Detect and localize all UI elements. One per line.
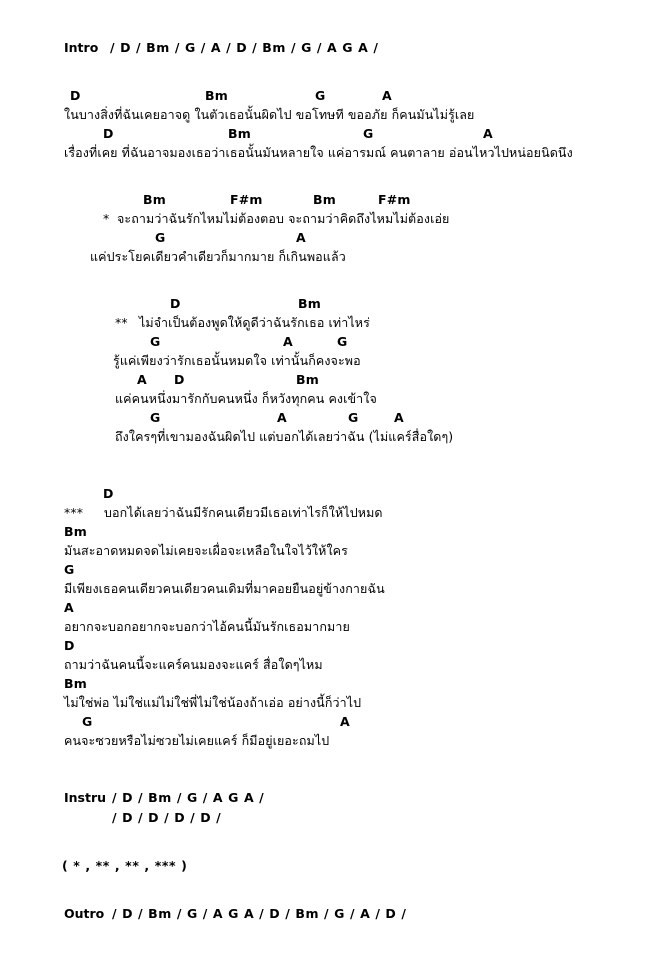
chord-bm: Bm: [64, 676, 87, 691]
spacer: [0, 750, 666, 778]
chorus1-line2-lyric: [0, 247, 666, 266]
chord-d: D: [64, 638, 75, 653]
lyric-text: ไม่จำเป็นต้องพูดให้ดูดีว่าฉันรักเธอ เท่าไหร่: [139, 315, 370, 330]
chorus3-line7-lyric: [0, 731, 666, 750]
section-marker: *: [103, 211, 110, 226]
chord-bm: Bm: [313, 192, 336, 207]
spacer: [0, 778, 666, 788]
chorus2-line3-lyric: [0, 389, 666, 408]
lyric-text: เรื่องที่เคย ที่ฉันอาจมองเธอว่าเธอนั้นมันหลายใจ แค่อารมณ์ คนตาลาย อ่อนไหวไปหน่อยนิดนึง: [64, 145, 573, 160]
intro-bars: / D / Bm / G / A / D / Bm / G / A G A /: [110, 40, 379, 55]
intro-label: Intro: [64, 40, 99, 55]
chorus2-line2-lyric: [0, 351, 666, 370]
chorus2-line2-chords: [0, 332, 666, 351]
chorus1-line1-lyric: [0, 209, 666, 228]
chord-g: G: [315, 88, 326, 103]
outro-bars: / D / Bm / G / A G A / D / Bm / G / A / D /: [112, 906, 407, 921]
chorus3-line2-chords: [0, 522, 666, 541]
chorus2-line4-chords: [0, 408, 666, 427]
chorus3-line4-lyric: [0, 617, 666, 636]
chord-fsharpm: F#m: [378, 192, 411, 207]
chorus3-line3-lyric: [0, 579, 666, 598]
chord-g: G: [150, 334, 161, 349]
chorus3-line6-lyric: [0, 693, 666, 712]
chord-fsharpm: F#m: [230, 192, 263, 207]
section-marker: **: [115, 315, 128, 330]
verse1-line2-lyric: [0, 143, 666, 162]
spacer: [0, 162, 666, 190]
chorus1-line1-chords: [0, 190, 666, 209]
lyric-text: มันสะอาดหมดจดไม่เคยจะเผื่อจะเหลือในใจไว้ให้ใคร: [64, 543, 348, 558]
verse1-line2-chords: [0, 124, 666, 143]
lyric-text: ถามว่าฉันคนนี้จะแคร์คนมองจะแคร์ สื่อใดๆไหม: [64, 657, 323, 672]
spacer: [0, 266, 666, 294]
lyric-text: บอกได้เลยว่าฉันมีรักคนเดียวมีเธอเท่าไรก็ให้ไปหมด: [104, 505, 383, 520]
chord-a: A: [382, 88, 392, 103]
outro-label: Outro: [64, 906, 105, 921]
chord-d: D: [103, 486, 114, 501]
lyric-text: อยากจะบอกอยากจะบอกว่าไอ้คนนี้มันรักเธอมากมาย: [64, 619, 350, 634]
lyric-text: รู้แค่เพียงว่ารักเธอนั้นหมดใจ เท่านั้นก็คงจะพอ: [113, 353, 361, 368]
section-marker: ***: [64, 505, 84, 520]
chord-a: A: [483, 126, 493, 141]
lyric-text: ในบางสิ่งที่ฉันเคยอาจดู ในตัวเธอนั้นผิดไป ขอโทษที ขออภัย ก็คนมันไม่รู้เลย: [64, 107, 475, 122]
instru-bars-1: / D / Bm / G / A G A /: [112, 790, 265, 805]
chord-d: D: [170, 296, 181, 311]
chord-d: D: [174, 372, 185, 387]
instru-line-2: [0, 808, 666, 828]
spacer: [0, 446, 666, 474]
chorus3-line6-chords: [0, 674, 666, 693]
chord-bm: Bm: [64, 524, 87, 539]
chord-d: D: [103, 126, 114, 141]
chord-bm: Bm: [298, 296, 321, 311]
chorus3-line7-chords: [0, 712, 666, 731]
chorus1-line2-chords: [0, 228, 666, 247]
chord-a: A: [137, 372, 147, 387]
chorus3-line5-chords: [0, 636, 666, 655]
chord-a: A: [277, 410, 287, 425]
chorus3-line3-chords: [0, 560, 666, 579]
chord-a: A: [394, 410, 404, 425]
chorus3-line1-lyric: [0, 503, 666, 522]
lyric-text: แค่คนหนึ่งมารักกับคนหนึ่ง ก็หวังทุกคน คงเข้าใจ: [115, 391, 377, 406]
lyric-text: คนจะซวยหรือไม่ซวยไม่เคยแคร์ ก็มีอยู่เยอะถมไป: [64, 733, 330, 748]
chord-a: A: [283, 334, 293, 349]
chorus2-line1-lyric: [0, 313, 666, 332]
chord-g: G: [348, 410, 359, 425]
chord-g: G: [155, 230, 166, 245]
chord-a: A: [340, 714, 350, 729]
spacer: [0, 474, 666, 484]
chorus2-line1-chords: [0, 294, 666, 313]
lyric-text: ถึงใครๆที่เขามองฉันผิดไป แต่บอกได้เลยว่าฉัน (ไม่แคร์สื่อใดๆ): [115, 429, 454, 444]
chorus3-line2-lyric: [0, 541, 666, 560]
outro-line: [0, 904, 666, 924]
lyric-text: ไม่ใช่พ่อ ไม่ใช่แม่ไม่ใช่พี่ไม่ใช่น้องถ้าเอ่อ อย่างนี้ก็ว่าไป: [64, 695, 362, 710]
instru-bars-2: / D / D / D / D /: [112, 810, 222, 825]
chord-a: A: [64, 600, 74, 615]
lyric-text: แค่ประโยคเดียวคำเดียวก็มากมาย ก็เกินพอแล้ว: [90, 249, 346, 264]
chord-g: G: [82, 714, 93, 729]
chord-bm: Bm: [143, 192, 166, 207]
chorus2-line3-chords: [0, 370, 666, 389]
chorus2-line4-lyric: [0, 427, 666, 446]
chord-a: A: [296, 230, 306, 245]
chord-g: G: [363, 126, 374, 141]
chord-g: G: [150, 410, 161, 425]
chorus3-line5-lyric: [0, 655, 666, 674]
chorus3-line4-chords: [0, 598, 666, 617]
spacer: [0, 58, 666, 86]
spacer: [0, 876, 666, 904]
chord-g: G: [64, 562, 75, 577]
chorus3-line1-chords: [0, 484, 666, 503]
chord-bm: Bm: [205, 88, 228, 103]
intro-line: [0, 38, 666, 58]
verse1-line1-chords: [0, 86, 666, 105]
chord-g: G: [337, 334, 348, 349]
instru-label: Instru: [64, 790, 107, 805]
verse1-line1-lyric: [0, 105, 666, 124]
chord-d: D: [70, 88, 81, 103]
repeat-map-line: [0, 856, 666, 876]
chord-bm: Bm: [296, 372, 319, 387]
instru-line-1: [0, 788, 666, 808]
chord-bm: Bm: [228, 126, 251, 141]
spacer: [0, 828, 666, 856]
repeat-map-text: ( * , ** , ** , *** ): [62, 858, 188, 873]
lyric-text: จะถามว่าฉันรักไหมไม่ต้องตอบ จะถามว่าคิดถึงไหมไม่ต้องเอ่ย: [117, 211, 450, 226]
lyric-text: มีเพียงเธอคนเดียวคนเดียวคนเดิมที่มาคอยยืนอยู่ข้างกายฉัน: [64, 581, 385, 596]
